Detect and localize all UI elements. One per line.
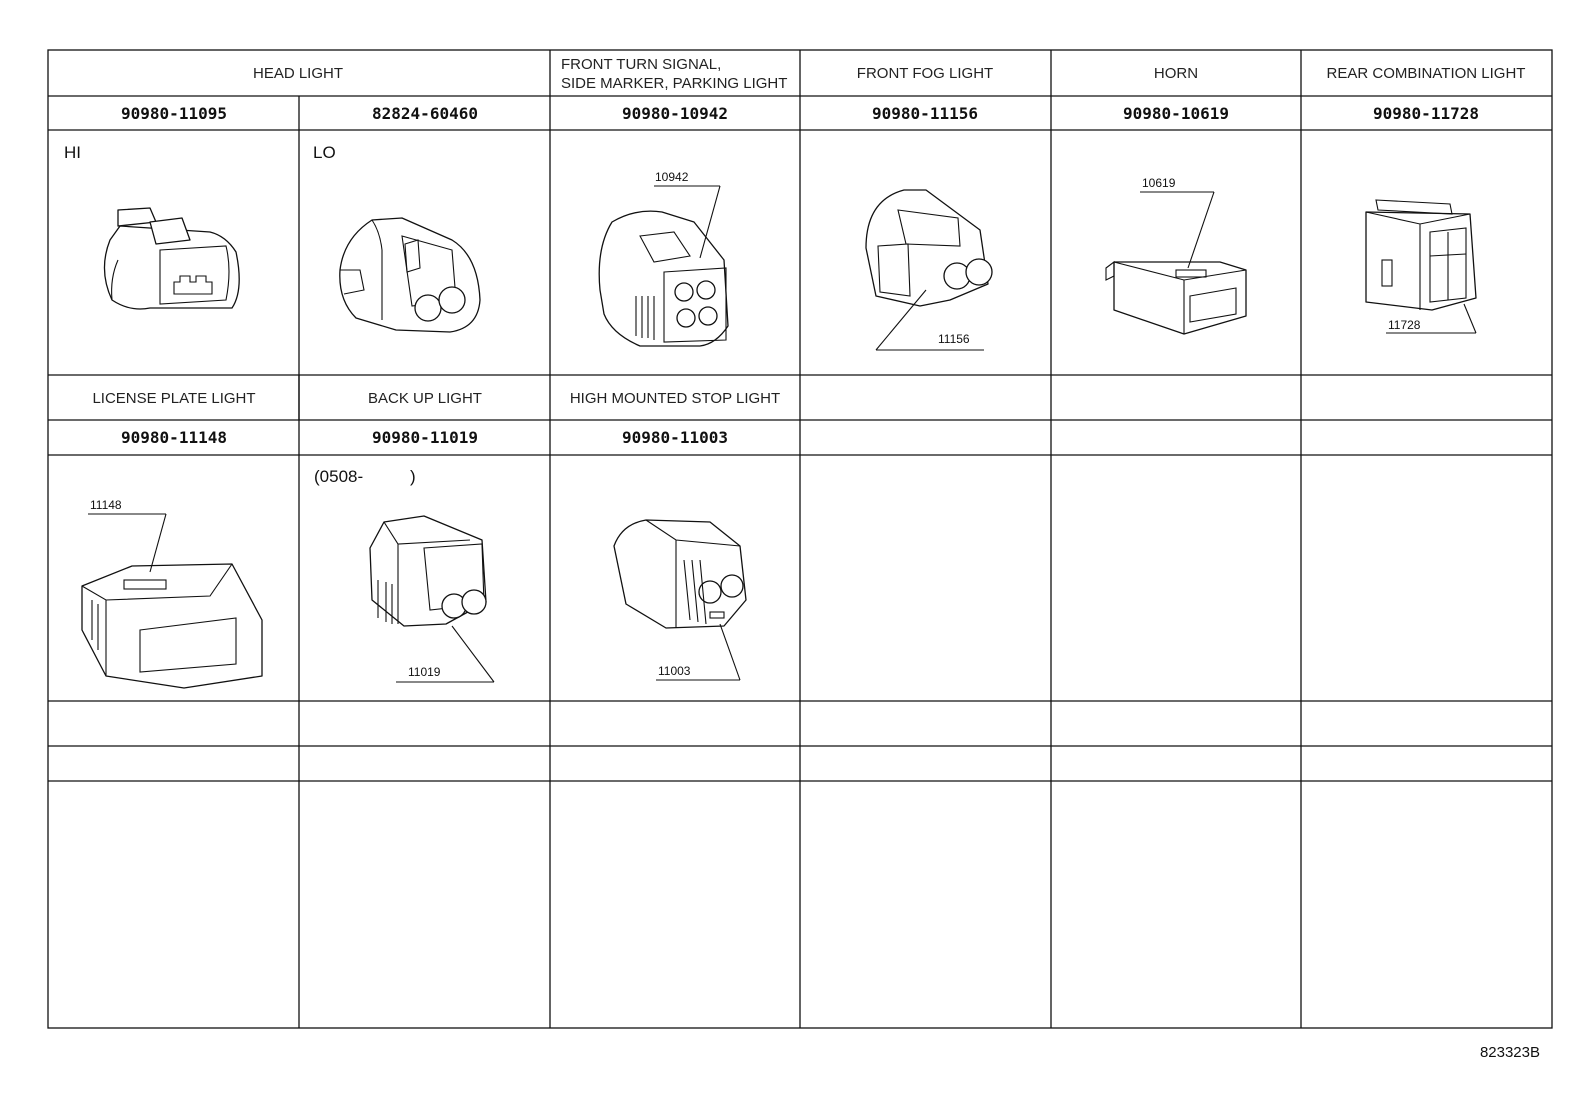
connector-11019-drawing — [370, 516, 494, 682]
note-lo: LO — [313, 143, 336, 162]
note-date-end: ) — [410, 467, 416, 486]
connector-11003-drawing — [614, 520, 746, 680]
connector-10942-drawing — [599, 186, 728, 346]
note-date-start: (0508- — [314, 467, 364, 486]
connector-lo-drawing — [340, 218, 480, 332]
part-number: 90980-10619 — [1123, 104, 1229, 123]
connector-11148-drawing — [82, 514, 262, 688]
part-number: 90980-11148 — [121, 428, 227, 447]
part-number: 82824-60460 — [372, 104, 478, 123]
header-rear-combination-light: REAR COMBINATION LIGHT — [1326, 65, 1526, 82]
header-back-up-light: BACK UP LIGHT — [368, 390, 482, 407]
callout-label: 11148 — [90, 498, 122, 512]
part-number: 90980-10942 — [622, 104, 728, 123]
part-number: 90980-11156 — [872, 104, 978, 123]
part-number: 90980-11728 — [1373, 104, 1479, 123]
header-head-light: HEAD LIGHT — [252, 65, 344, 82]
part-number: 90980-11095 — [121, 104, 227, 123]
note-hi: HI — [64, 143, 81, 162]
connector-hi-drawing — [104, 208, 239, 309]
callout-label: 11019 — [408, 665, 441, 679]
header-license-plate-light: LICENSE PLATE LIGHT — [92, 390, 256, 407]
part-number: 90980-11003 — [622, 428, 728, 447]
header-horn: HORN — [1153, 65, 1199, 82]
connector-11156-drawing — [866, 190, 992, 350]
table-grid — [48, 50, 1552, 1028]
callout-label: 11728 — [1388, 318, 1421, 332]
connector-11728-drawing — [1366, 200, 1476, 333]
callout-label: 11003 — [658, 664, 691, 678]
header-front-turn-signal-line1: FRONT TURN SIGNAL, — [561, 56, 722, 73]
part-number: 90980-11019 — [372, 428, 478, 447]
header-high-mounted-stop-light: HIGH MOUNTED STOP LIGHT — [569, 390, 781, 407]
callout-label: 11156 — [938, 332, 970, 346]
callout-label: 10619 — [1142, 176, 1176, 190]
header-front-turn-signal-line2: SIDE MARKER, PARKING LIGHT — [561, 75, 788, 92]
connector-10619-drawing — [1106, 192, 1246, 334]
header-front-fog-light: FRONT FOG LIGHT — [856, 65, 994, 82]
reference-code: 823323B — [1479, 1044, 1540, 1061]
callout-label: 10942 — [655, 170, 689, 184]
